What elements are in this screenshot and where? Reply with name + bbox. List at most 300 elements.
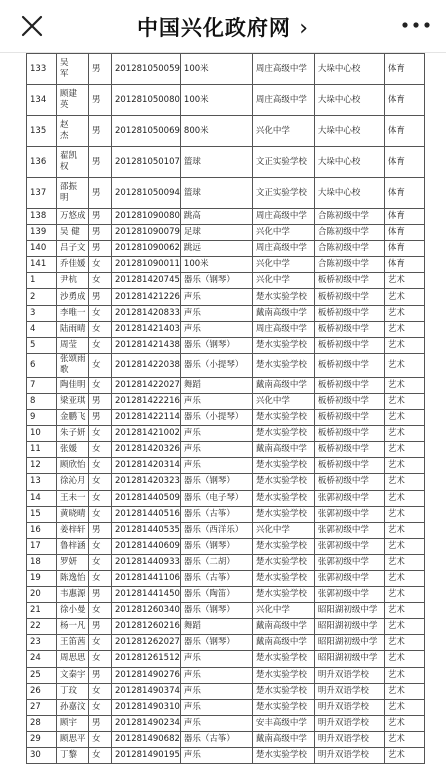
subject: 器乐（钢琴） <box>180 474 252 490</box>
exam-number: 201281422038 <box>112 353 181 377</box>
subject: 器乐（钢琴） <box>180 603 252 619</box>
graduate-school: 楚水实验学校 <box>252 699 314 715</box>
student-name: 陈逸怡 <box>57 570 89 586</box>
table-row <box>27 570 425 586</box>
category: 体育 <box>384 178 424 209</box>
row-number: 13 <box>27 474 57 490</box>
category: 艺术 <box>384 538 424 554</box>
category: 艺术 <box>384 748 424 764</box>
chevron-right-icon: › <box>299 16 310 41</box>
row-number: 22 <box>27 619 57 635</box>
subject: 器乐（西洋乐） <box>180 522 252 538</box>
category: 艺术 <box>384 554 424 570</box>
graduate-school: 楚水实验学校 <box>252 570 314 586</box>
subject: 100米 <box>180 54 252 85</box>
row-number: 25 <box>27 667 57 683</box>
exam-number: 201281441450 <box>112 587 181 603</box>
table-row <box>27 147 425 178</box>
gender: 女 <box>89 731 112 747</box>
exam-number: 201281421226 <box>112 289 181 305</box>
exam-number: 201281050107 <box>112 147 181 178</box>
admitted-school: 大垛中心校 <box>314 116 384 147</box>
subject: 声乐 <box>180 715 252 731</box>
row-number: 133 <box>27 54 57 85</box>
exam-number: 201281421403 <box>112 321 181 337</box>
exam-number: 201281420833 <box>112 305 181 321</box>
graduate-school: 戴南高级中学 <box>252 377 314 393</box>
subject: 声乐 <box>180 683 252 699</box>
table-row <box>27 748 425 764</box>
graduate-school: 周庄高级中学 <box>252 85 314 116</box>
gender: 女 <box>89 554 112 570</box>
table-row <box>27 85 425 116</box>
more-options-icon[interactable] <box>400 17 432 33</box>
gender: 女 <box>89 490 112 506</box>
exam-number: 201281440509 <box>112 490 181 506</box>
gender: 女 <box>89 699 112 715</box>
graduate-school: 楚水实验学校 <box>252 490 314 506</box>
table-row <box>27 353 425 377</box>
row-number: 8 <box>27 393 57 409</box>
student-name: 金鹏飞 <box>57 410 89 426</box>
admitted-school: 昭阳湖初级中学 <box>314 635 384 651</box>
subject: 器乐（钢琴） <box>180 337 252 353</box>
subject: 器乐（钢琴） <box>180 635 252 651</box>
admitted-school: 板桥初级中学 <box>314 426 384 442</box>
admitted-school: 昭阳湖初级中学 <box>314 651 384 667</box>
gender: 女 <box>89 305 112 321</box>
category: 艺术 <box>384 377 424 393</box>
exam-number: 201281090079 <box>112 225 181 241</box>
category: 艺术 <box>384 635 424 651</box>
table-row <box>27 635 425 651</box>
exam-number: 201281420323 <box>112 474 181 490</box>
gender: 男 <box>89 289 112 305</box>
graduate-school: 戴南高级中学 <box>252 442 314 458</box>
subject: 器乐（钢琴） <box>180 538 252 554</box>
student-name: 赵 杰 <box>57 116 89 147</box>
row-number: 3 <box>27 305 57 321</box>
exam-number: 201281262027 <box>112 635 181 651</box>
page-content[interactable] <box>0 53 446 768</box>
gender: 女 <box>89 651 112 667</box>
gender: 女 <box>89 321 112 337</box>
category: 艺术 <box>384 683 424 699</box>
row-number: 4 <box>27 321 57 337</box>
gender: 女 <box>89 442 112 458</box>
student-name: 陶佳明 <box>57 377 89 393</box>
table-row <box>27 651 425 667</box>
student-name: 吕子文 <box>57 241 89 257</box>
student-name: 张颂雨 歌 <box>57 353 89 377</box>
category: 艺术 <box>384 410 424 426</box>
graduate-school: 楚水实验学校 <box>252 748 314 764</box>
gender: 女 <box>89 273 112 289</box>
student-name: 尹杭 <box>57 273 89 289</box>
admitted-school: 大垛中心校 <box>314 54 384 85</box>
subject: 器乐（陶笛） <box>180 587 252 603</box>
table-row <box>27 410 425 426</box>
row-number: 5 <box>27 337 57 353</box>
table-row <box>27 506 425 522</box>
row-number: 28 <box>27 715 57 731</box>
table-row <box>27 178 425 209</box>
row-number: 137 <box>27 178 57 209</box>
category: 艺术 <box>384 393 424 409</box>
admitted-school: 张郭初级中学 <box>314 554 384 570</box>
gender: 女 <box>89 748 112 764</box>
exam-number: 201281260216 <box>112 619 181 635</box>
graduate-school: 楚水实验学校 <box>252 538 314 554</box>
student-name: 徐沁月 <box>57 474 89 490</box>
subject: 器乐（古筝） <box>180 506 252 522</box>
subject: 声乐 <box>180 699 252 715</box>
student-name: 吴 健 <box>57 225 89 241</box>
admitted-school: 明升双语学校 <box>314 667 384 683</box>
exam-number: 201281421002 <box>112 426 181 442</box>
admission-table <box>26 53 425 764</box>
gender: 男 <box>89 393 112 409</box>
row-number: 11 <box>27 442 57 458</box>
gender: 男 <box>89 178 112 209</box>
category: 艺术 <box>384 321 424 337</box>
admitted-school: 板桥初级中学 <box>314 377 384 393</box>
row-number: 26 <box>27 683 57 699</box>
student-name: 韦惠源 <box>57 587 89 603</box>
admitted-school: 板桥初级中学 <box>314 305 384 321</box>
graduate-school: 兴化中学 <box>252 257 314 273</box>
table-row <box>27 393 425 409</box>
table-row <box>27 699 425 715</box>
admitted-school: 明升双语学校 <box>314 699 384 715</box>
row-number: 15 <box>27 506 57 522</box>
row-number: 10 <box>27 426 57 442</box>
student-name: 顾宇 <box>57 715 89 731</box>
graduate-school: 楚水实验学校 <box>252 458 314 474</box>
student-name: 杨一凡 <box>57 619 89 635</box>
row-number: 135 <box>27 116 57 147</box>
graduate-school: 戴南高级中学 <box>252 305 314 321</box>
category: 艺术 <box>384 587 424 603</box>
graduate-school: 楚水实验学校 <box>252 506 314 522</box>
exam-number: 201281050080 <box>112 85 181 116</box>
graduate-school: 楚水实验学校 <box>252 554 314 570</box>
student-name: 文秦宇 <box>57 667 89 683</box>
graduate-school: 楚水实验学校 <box>252 667 314 683</box>
student-name: 鲁梓涵 <box>57 538 89 554</box>
graduate-school: 戴南高级中学 <box>252 635 314 651</box>
gender: 男 <box>89 587 112 603</box>
gender: 男 <box>89 225 112 241</box>
category: 艺术 <box>384 426 424 442</box>
category: 艺术 <box>384 522 424 538</box>
admitted-school: 板桥初级中学 <box>314 273 384 289</box>
subject: 声乐 <box>180 667 252 683</box>
exam-number: 201281261512 <box>112 651 181 667</box>
student-name: 吴 军 <box>57 54 89 85</box>
table-row <box>27 603 425 619</box>
admitted-school: 昭阳湖初级中学 <box>314 603 384 619</box>
admitted-school: 合陈初级中学 <box>314 257 384 273</box>
exam-number: 201281090062 <box>112 241 181 257</box>
exam-number: 201281421438 <box>112 337 181 353</box>
row-number: 17 <box>27 538 57 554</box>
graduate-school: 安丰高级中学 <box>252 715 314 731</box>
subject: 800米 <box>180 116 252 147</box>
subject: 篮球 <box>180 147 252 178</box>
row-number: 24 <box>27 651 57 667</box>
category: 艺术 <box>384 699 424 715</box>
category: 艺术 <box>384 490 424 506</box>
admitted-school: 张郭初级中学 <box>314 506 384 522</box>
table-row <box>27 587 425 603</box>
exam-number: 201281440933 <box>112 554 181 570</box>
graduate-school: 楚水实验学校 <box>252 587 314 603</box>
row-number: 138 <box>27 209 57 225</box>
admitted-school: 板桥初级中学 <box>314 474 384 490</box>
graduate-school: 楚水实验学校 <box>252 426 314 442</box>
page-title: 中国兴化政府网 <box>136 16 291 40</box>
graduate-school: 楚水实验学校 <box>252 683 314 699</box>
admitted-school: 张郭初级中学 <box>314 490 384 506</box>
category: 艺术 <box>384 289 424 305</box>
subject: 声乐 <box>180 748 252 764</box>
exam-number: 201281420745 <box>112 273 181 289</box>
table-row <box>27 731 425 747</box>
table-row <box>27 426 425 442</box>
admitted-school: 板桥初级中学 <box>314 393 384 409</box>
row-number: 16 <box>27 522 57 538</box>
category: 艺术 <box>384 603 424 619</box>
subject: 声乐 <box>180 321 252 337</box>
gender: 男 <box>89 667 112 683</box>
category: 体育 <box>384 116 424 147</box>
table-row <box>27 54 425 85</box>
category: 体育 <box>384 54 424 85</box>
table-row <box>27 337 425 353</box>
admitted-school: 大垛中心校 <box>314 147 384 178</box>
subject: 声乐 <box>180 393 252 409</box>
gender: 女 <box>89 683 112 699</box>
table-row <box>27 667 425 683</box>
student-name: 丁黎 <box>57 748 89 764</box>
student-name: 顾建 英 <box>57 85 89 116</box>
row-number: 6 <box>27 353 57 377</box>
graduate-school: 周庄高级中学 <box>252 321 314 337</box>
graduate-school: 兴化中学 <box>252 116 314 147</box>
admitted-school: 板桥初级中学 <box>314 337 384 353</box>
student-name: 徐小曼 <box>57 603 89 619</box>
table-row <box>27 522 425 538</box>
subject: 声乐 <box>180 426 252 442</box>
exam-number: 201281490195 <box>112 748 181 764</box>
row-number: 21 <box>27 603 57 619</box>
subject: 器乐（古筝） <box>180 570 252 586</box>
table-row <box>27 442 425 458</box>
student-name: 邵振 明 <box>57 178 89 209</box>
exam-number: 201281440535 <box>112 522 181 538</box>
category: 体育 <box>384 257 424 273</box>
graduate-school: 周庄高级中学 <box>252 241 314 257</box>
subject: 跳高 <box>180 209 252 225</box>
table-row <box>27 715 425 731</box>
table-body <box>27 54 425 764</box>
row-number: 1 <box>27 273 57 289</box>
category: 体育 <box>384 241 424 257</box>
category: 艺术 <box>384 715 424 731</box>
gender: 女 <box>89 377 112 393</box>
student-name: 沙勇成 <box>57 289 89 305</box>
row-number: 7 <box>27 377 57 393</box>
student-name: 王未一 <box>57 490 89 506</box>
subject: 100米 <box>180 85 252 116</box>
student-name: 张媛 <box>57 442 89 458</box>
admitted-school: 板桥初级中学 <box>314 289 384 305</box>
exam-number: 201281090011 <box>112 257 181 273</box>
exam-number: 201281440609 <box>112 538 181 554</box>
admitted-school: 板桥初级中学 <box>314 353 384 377</box>
category: 体育 <box>384 225 424 241</box>
admitted-school: 大垛中心校 <box>314 178 384 209</box>
exam-number: 201281420314 <box>112 458 181 474</box>
row-number: 2 <box>27 289 57 305</box>
admitted-school: 张郭初级中学 <box>314 538 384 554</box>
row-number: 9 <box>27 410 57 426</box>
category: 艺术 <box>384 353 424 377</box>
admitted-school: 板桥初级中学 <box>314 410 384 426</box>
exam-number: 201281090080 <box>112 209 181 225</box>
exam-number: 201281490682 <box>112 731 181 747</box>
table-row <box>27 683 425 699</box>
row-number: 14 <box>27 490 57 506</box>
subject: 器乐（电子琴） <box>180 490 252 506</box>
subject: 声乐 <box>180 458 252 474</box>
page-title-link[interactable] <box>0 12 446 42</box>
exam-number: 201281490234 <box>112 715 181 731</box>
student-name: 黄晓晴 <box>57 506 89 522</box>
admitted-school: 合陈初级中学 <box>314 209 384 225</box>
row-number: 12 <box>27 458 57 474</box>
subject: 篮球 <box>180 178 252 209</box>
subject: 舞蹈 <box>180 377 252 393</box>
row-number: 140 <box>27 241 57 257</box>
row-number: 23 <box>27 635 57 651</box>
subject: 声乐 <box>180 305 252 321</box>
row-number: 18 <box>27 554 57 570</box>
category: 艺术 <box>384 731 424 747</box>
subject: 器乐（古筝） <box>180 731 252 747</box>
exam-number: 201281490374 <box>112 683 181 699</box>
subject: 器乐（小提琴） <box>180 410 252 426</box>
admitted-school: 大垛中心校 <box>314 85 384 116</box>
category: 艺术 <box>384 337 424 353</box>
graduate-school: 楚水实验学校 <box>252 289 314 305</box>
table-row <box>27 273 425 289</box>
category: 体育 <box>384 147 424 178</box>
gender: 男 <box>89 241 112 257</box>
graduate-school: 文正实验学校 <box>252 178 314 209</box>
exam-number: 201281050059 <box>112 54 181 85</box>
graduate-school: 兴化中学 <box>252 522 314 538</box>
student-name: 罗妍 <box>57 554 89 570</box>
table-row <box>27 257 425 273</box>
subject: 器乐（小提琴） <box>180 353 252 377</box>
table-row <box>27 116 425 147</box>
table-row <box>27 377 425 393</box>
table-row <box>27 209 425 225</box>
student-name: 姜梓轩 <box>57 522 89 538</box>
subject: 声乐 <box>180 442 252 458</box>
table-row <box>27 321 425 337</box>
graduate-school: 楚水实验学校 <box>252 353 314 377</box>
admitted-school: 张郭初级中学 <box>314 570 384 586</box>
gender: 女 <box>89 570 112 586</box>
row-number: 141 <box>27 257 57 273</box>
exam-number: 201281440516 <box>112 506 181 522</box>
gender: 男 <box>89 715 112 731</box>
student-name: 乔佳媛 <box>57 257 89 273</box>
gender: 男 <box>89 209 112 225</box>
table-row <box>27 241 425 257</box>
student-name: 万悠成 <box>57 209 89 225</box>
category: 体育 <box>384 209 424 225</box>
graduate-school: 楚水实验学校 <box>252 410 314 426</box>
table-row <box>27 305 425 321</box>
exam-number: 201281490276 <box>112 667 181 683</box>
graduate-school: 文正实验学校 <box>252 147 314 178</box>
gender: 女 <box>89 353 112 377</box>
category: 艺术 <box>384 651 424 667</box>
row-number: 134 <box>27 85 57 116</box>
admitted-school: 明升双语学校 <box>314 683 384 699</box>
row-number: 20 <box>27 587 57 603</box>
admitted-school: 合陈初级中学 <box>314 241 384 257</box>
category: 体育 <box>384 85 424 116</box>
student-name: 周思思 <box>57 651 89 667</box>
gender: 女 <box>89 538 112 554</box>
exam-number: 201281441106 <box>112 570 181 586</box>
exam-number: 201281050094 <box>112 178 181 209</box>
subject: 声乐 <box>180 289 252 305</box>
gender: 男 <box>89 410 112 426</box>
gender: 男 <box>89 522 112 538</box>
table-row <box>27 554 425 570</box>
student-name: 顾思平 <box>57 731 89 747</box>
row-number: 136 <box>27 147 57 178</box>
category: 艺术 <box>384 506 424 522</box>
subject: 舞蹈 <box>180 619 252 635</box>
gender: 男 <box>89 619 112 635</box>
category: 艺术 <box>384 667 424 683</box>
student-name: 梁亚琪 <box>57 393 89 409</box>
student-name: 孙嘉汶 <box>57 699 89 715</box>
student-name: 李唯一 <box>57 305 89 321</box>
gender: 女 <box>89 474 112 490</box>
subject: 100米 <box>180 257 252 273</box>
admitted-school: 明升双语学校 <box>314 731 384 747</box>
gender: 女 <box>89 603 112 619</box>
student-name: 朱子妍 <box>57 426 89 442</box>
table-row <box>27 490 425 506</box>
category: 艺术 <box>384 458 424 474</box>
table-row <box>27 289 425 305</box>
nav-bar <box>0 0 446 53</box>
category: 艺术 <box>384 442 424 458</box>
category: 艺术 <box>384 273 424 289</box>
subject: 声乐 <box>180 651 252 667</box>
student-name: 丁玟 <box>57 683 89 699</box>
student-name: 翟凯 权 <box>57 147 89 178</box>
